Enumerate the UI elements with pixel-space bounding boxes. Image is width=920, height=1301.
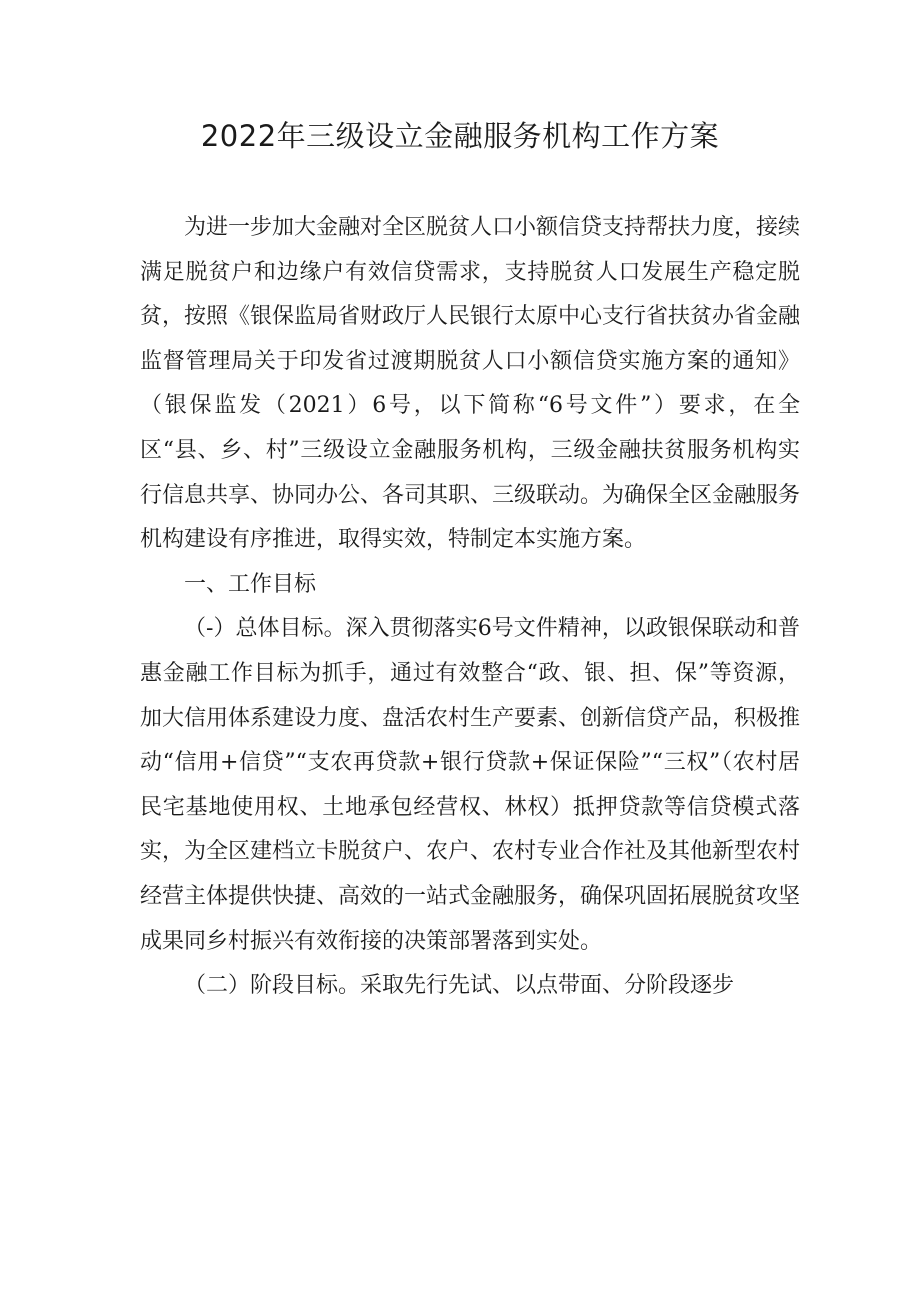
overall-goal-paragraph: （-）总体目标。深入贯彻落实6号文件精神，以政银保联动和普惠金融工作目标为抓手，通过有效整合“政、银、担、保”等资源，加大信用体系建设力度、盘活农村生产要素、创新信贷产品，积极推动“信用+信贷”“支农再贷款+银行贷款+保证保险”“三权”（农村居民宅基地使用权、土地承包经营权、林权）抵押贷款等信贷模式落实，为全区建档立卡脱贫户、农户、农村专业合作社及其他新型农村经营主体提供快捷、高效的一站式金融服务，确保巩固拓展脱贫攻坚成果同乡村振兴有效衔接的决策部署落到实处。: [140, 616, 801, 954]
section-heading-work-goals: 一、工作目标: [184, 571, 317, 597]
intro-paragraph: 为进一步加大金融对全区脱贫人口小额信贷支持帮扶力度，接续满足脱贫户和边缘户有效信贷需求，支持脱贫人口发展生产稳定脱贫，按照《银保监局省财政厅人民银行太原中心支行省扶贫办省金融监督管理局关于印发省过渡期脱贫人口小额信贷实施方案的通知》（银保监发（2021）6号，以下简称“6号文件”）要求，在全区“县、乡、村”三级设立金融服务机构，三级金融扶贫服务机构实行信息共享、协同办公、各司其职、三级联动。为确保全区金融服务机构建设有序推进，取得实效，特制定本实施方案。: [140, 215, 801, 553]
document-title: 2022年三级设立金融服务机构工作方案: [200, 119, 720, 153]
document-body: [140, 206, 800, 1009]
stage-goal-paragraph: （二）阶段目标。采取先行先试、以点带面、分阶段逐步: [184, 973, 735, 999]
